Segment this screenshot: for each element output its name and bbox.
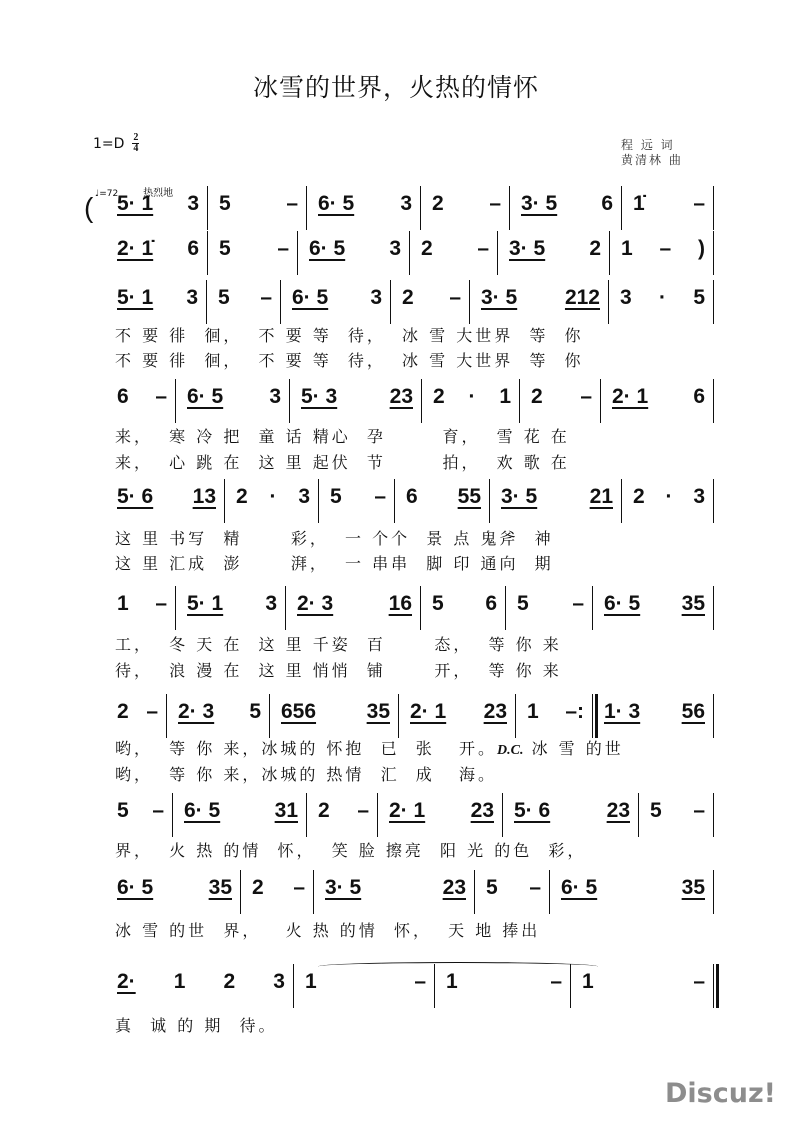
- note-group: 3: [400, 192, 412, 215]
- measure: [301, 385, 413, 409]
- measure: [305, 970, 426, 994]
- measure: [501, 485, 613, 509]
- system-coda-line-1: [0, 799, 792, 839]
- note-group: –: [550, 970, 562, 993]
- barline: [469, 280, 470, 324]
- note-group: 2·: [117, 970, 136, 993]
- note-group: 1̇: [633, 192, 645, 215]
- barline: [505, 586, 506, 630]
- note-group: 5: [432, 592, 444, 615]
- barline: [713, 793, 714, 837]
- barline: [519, 379, 520, 423]
- note-group: 1: [621, 237, 633, 260]
- note-group: –: [693, 799, 705, 822]
- note-group: 1: [527, 700, 539, 723]
- note-group: 3: [389, 237, 401, 260]
- measure: [527, 700, 584, 724]
- coda-lyric: 冰 雪 的世: [523, 739, 624, 758]
- lyric-line-1: 真 诚 的 期 待。: [115, 1016, 278, 1035]
- barline: [398, 694, 399, 738]
- note-group: 5: [486, 876, 498, 899]
- system-verse-line-5: [0, 700, 792, 740]
- measure: [292, 286, 382, 310]
- note-group: 2· 1: [389, 799, 426, 822]
- barline: [289, 379, 290, 423]
- tempo-value: ♩=72: [95, 189, 119, 199]
- barline: [306, 793, 307, 837]
- time-signature-top: 2: [133, 132, 139, 143]
- note-group: 5· 1: [117, 286, 154, 309]
- note-group: 3: [273, 970, 285, 993]
- barline: [549, 870, 550, 914]
- note-group: –: [477, 237, 489, 260]
- note-group: ·: [665, 485, 673, 508]
- measure: [117, 385, 167, 409]
- note-group: 2· 3: [178, 700, 215, 723]
- barline: [713, 186, 714, 230]
- barline: [638, 793, 639, 837]
- key-signature: [93, 133, 139, 154]
- measure: [481, 286, 600, 310]
- note-group: 5· 1: [117, 192, 154, 215]
- note-group: 6: [187, 237, 199, 260]
- note-group: 6: [601, 192, 613, 215]
- note-group: 16: [388, 592, 412, 615]
- system-verse-line-1: [0, 286, 792, 326]
- measure: [330, 485, 386, 509]
- note-group: 1: [173, 970, 186, 993]
- measure: [621, 237, 705, 261]
- barline: [318, 479, 319, 523]
- note-group: 2: [318, 799, 330, 822]
- measure: [582, 970, 705, 994]
- note-group: 3: [298, 485, 310, 508]
- note-group: 2: [223, 970, 236, 993]
- barline: [421, 379, 422, 423]
- measure: [650, 799, 705, 823]
- note-group: –: [374, 485, 386, 508]
- measure: [252, 876, 305, 900]
- note-group: 1· 3: [604, 700, 641, 723]
- measure: [604, 700, 705, 724]
- system-verse-line-2: [0, 385, 792, 425]
- note-group: 6· 5: [117, 876, 154, 899]
- note-group: 5: [117, 799, 129, 822]
- measure: [178, 700, 261, 724]
- measure: [117, 592, 167, 616]
- note-group: ·: [269, 485, 277, 508]
- note-group: –: [529, 876, 541, 899]
- key-label: 1=D: [93, 135, 125, 152]
- measure: [410, 700, 507, 724]
- measure: [406, 485, 481, 509]
- note-group: 6: [693, 385, 705, 408]
- note-group: –: [155, 592, 167, 615]
- repeat-barline: [592, 694, 598, 738]
- note-group: 2: [236, 485, 248, 508]
- note-group: –: [449, 286, 461, 309]
- note-group: 13: [192, 485, 216, 508]
- note-group: 2· 1: [410, 700, 447, 723]
- measure: [117, 237, 199, 261]
- note-group: 23: [389, 385, 413, 408]
- measure: [604, 592, 705, 616]
- note-group: 35: [208, 876, 232, 899]
- intro-open-paren: (: [84, 192, 94, 223]
- note-group: 2: [531, 385, 543, 408]
- note-group: –: [580, 385, 592, 408]
- note-group: 6· 5: [292, 286, 329, 309]
- barline: [207, 186, 208, 230]
- note-group: 2: [432, 192, 444, 215]
- note-group: 35: [366, 700, 390, 723]
- barline: [285, 586, 286, 630]
- barline: [175, 586, 176, 630]
- note-group: 3: [187, 192, 199, 215]
- measure: [620, 286, 705, 310]
- lyric-line-1: 这 里 书写 精 彩， 一 个个 景 点 鬼斧 神: [115, 529, 554, 548]
- barline: [280, 280, 281, 324]
- measure: [236, 485, 310, 509]
- note-group: 6· 5: [604, 592, 641, 615]
- measure: [531, 385, 592, 409]
- note-group: –: [286, 192, 298, 215]
- note-group: 3· 5: [481, 286, 518, 309]
- measure: [517, 592, 584, 616]
- barline: [621, 186, 622, 230]
- note-group: ·: [468, 385, 476, 408]
- system-verse-line-3: [0, 485, 792, 525]
- final-barline: [713, 964, 719, 1008]
- note-group: 3: [620, 286, 632, 309]
- note-group: 2: [433, 385, 445, 408]
- barline: [206, 280, 207, 324]
- note-group: 3· 5: [521, 192, 558, 215]
- lyric-line-1: 界， 火 热 的情 怀， 笑 脸 擦亮 阳 光 的色 彩，: [115, 841, 587, 860]
- barline: [172, 793, 173, 837]
- note-group: 5· 6: [117, 485, 154, 508]
- barline: [621, 479, 622, 523]
- measure: [117, 970, 285, 994]
- note-group: 6· 5: [187, 385, 224, 408]
- note-group: –: [693, 192, 705, 215]
- note-group: –: [357, 799, 369, 822]
- note-group: 5· 1: [187, 592, 224, 615]
- barline: [420, 186, 421, 230]
- measure: [117, 700, 158, 724]
- barline: [609, 231, 610, 275]
- composer-credit: 黄清林 曲: [621, 153, 683, 167]
- barline: [608, 280, 609, 324]
- dc-marking: D.C.: [497, 743, 524, 758]
- measure: [432, 592, 497, 616]
- barline: [713, 586, 714, 630]
- note-group: 1: [446, 970, 458, 993]
- time-signature-bottom: 4: [133, 143, 139, 154]
- lyric-line-2: 哟， 等 你 来，冰城的 热情 汇 成 海。: [115, 765, 498, 784]
- song-title: 冰雪的世界，火热的情怀: [252, 73, 539, 102]
- note-group: 3· 5: [509, 237, 546, 260]
- note-group: 3· 5: [325, 876, 362, 899]
- note-group: 21: [589, 485, 613, 508]
- system-verse-line-4: [0, 592, 792, 632]
- note-group: 6· 5: [184, 799, 221, 822]
- measure: [117, 876, 232, 900]
- note-group: –:: [565, 700, 584, 723]
- lyric-line-1: 工， 冬 天 在 这 里 千姿 百 态， 等 你 来: [115, 635, 562, 654]
- measure: [281, 700, 390, 724]
- lyric-line-2: 不 要 徘 徊， 不 要 等 待， 冰 雪 大世界 等 你: [115, 351, 584, 370]
- note-group: –: [659, 237, 672, 260]
- note-group: 5: [330, 485, 342, 508]
- note-group: 5· 3: [301, 385, 338, 408]
- barline: [497, 231, 498, 275]
- measure: [633, 192, 705, 216]
- note-group: 6· 5: [561, 876, 598, 899]
- note-group: 656: [281, 700, 317, 723]
- credits: [621, 138, 683, 168]
- note-group: 23: [442, 876, 466, 899]
- note-group: 5: [693, 286, 705, 309]
- barline: [240, 870, 241, 914]
- note-group: 3: [186, 286, 198, 309]
- lyric-line-1: 不 要 徘 徊， 不 要 等 待， 冰 雪 大世界 等 你: [115, 326, 584, 345]
- note-group: ): [698, 237, 705, 260]
- note-group: 31: [274, 799, 298, 822]
- note-group: 6· 5: [318, 192, 355, 215]
- measure: [521, 192, 613, 216]
- measure: [117, 799, 164, 823]
- note-group: 23: [483, 700, 507, 723]
- note-group: –: [693, 970, 705, 993]
- barline: [713, 379, 714, 423]
- measure: [218, 286, 272, 310]
- note-group: 5: [219, 237, 231, 260]
- note-group: 23: [606, 799, 630, 822]
- note-group: 6: [117, 385, 129, 408]
- note-group: 35: [681, 876, 705, 899]
- barline: [313, 870, 314, 914]
- note-group: 2: [421, 237, 433, 260]
- measure: [219, 192, 298, 216]
- note-group: –: [146, 700, 158, 723]
- note-group: –: [572, 592, 584, 615]
- note-group: 1: [499, 385, 511, 408]
- barline: [600, 379, 601, 423]
- note-group: –: [260, 286, 272, 309]
- barline: [207, 231, 208, 275]
- system-coda-line-2: [0, 876, 792, 916]
- watermark-logo: Discuz!: [665, 1078, 776, 1109]
- note-group: 1: [582, 970, 594, 993]
- measure: [318, 799, 369, 823]
- measure: [633, 485, 705, 509]
- measure: [325, 876, 466, 900]
- barline: [713, 694, 714, 738]
- barline: [297, 231, 298, 275]
- note-group: 3: [269, 385, 281, 408]
- barline: [409, 231, 410, 275]
- note-group: 5: [219, 192, 231, 215]
- note-group: 3: [693, 485, 705, 508]
- note-group: –: [277, 237, 289, 260]
- system-intro-2: [0, 237, 792, 277]
- barline: [224, 479, 225, 523]
- barline: [515, 694, 516, 738]
- note-group: 23: [470, 799, 494, 822]
- barline: [175, 379, 176, 423]
- lyric-line-2: 待， 浪 漫 在 这 里 悄悄 铺 开， 等 你 来: [115, 661, 562, 680]
- tie-arc: [318, 962, 598, 971]
- note-group: 56: [681, 700, 705, 723]
- note-group: –: [414, 970, 426, 993]
- measure: [117, 286, 198, 310]
- measure: [389, 799, 494, 823]
- note-group: 5: [218, 286, 230, 309]
- note-group: –: [293, 876, 305, 899]
- note-group: 3: [265, 592, 277, 615]
- note-group: 2: [633, 485, 645, 508]
- measure: [612, 385, 705, 409]
- barline: [474, 870, 475, 914]
- measure: [433, 385, 511, 409]
- barline: [713, 870, 714, 914]
- barline: [502, 793, 503, 837]
- note-group: 5: [650, 799, 662, 822]
- note-group: 5: [517, 592, 529, 615]
- barline: [509, 186, 510, 230]
- barline: [713, 479, 714, 523]
- note-group: 212: [564, 286, 600, 309]
- measure: [219, 237, 289, 261]
- barline: [713, 231, 714, 275]
- time-signature: [132, 133, 139, 154]
- measure: [561, 876, 705, 900]
- note-group: 1: [305, 970, 317, 993]
- measure: [432, 192, 501, 216]
- measure: [187, 592, 277, 616]
- measure: [117, 192, 199, 216]
- barline: [166, 694, 167, 738]
- note-group: 5: [249, 700, 261, 723]
- measure: [486, 876, 541, 900]
- measure: [446, 970, 562, 994]
- measure: [318, 192, 412, 216]
- barline: [592, 586, 593, 630]
- barline: [394, 479, 395, 523]
- lyric-line-1: 哟， 等 你 来，冰城的 怀抱 已 张 开。D.C. 冰 雪 的世: [115, 739, 624, 758]
- barline: [293, 964, 294, 1008]
- system-coda-line-3: [0, 970, 792, 1010]
- measure: [514, 799, 630, 823]
- barline: [390, 280, 391, 324]
- barline: [269, 694, 270, 738]
- system-intro-1: [0, 192, 792, 232]
- note-group: –: [489, 192, 501, 215]
- note-group: 2: [252, 876, 264, 899]
- note-group: 3· 5: [501, 485, 538, 508]
- measure: [117, 485, 216, 509]
- expression-marking: 热烈地: [143, 188, 174, 199]
- measure: [509, 237, 601, 261]
- note-group: 6: [485, 592, 497, 615]
- note-group: 2: [589, 237, 601, 260]
- note-group: ·: [659, 286, 666, 309]
- note-group: 6· 5: [309, 237, 346, 260]
- lyric-line-1: 来， 寒 冷 把 童 话 精心 孕 育， 雪 花 在: [115, 427, 570, 446]
- note-group: 2· 1̇: [117, 237, 154, 260]
- note-group: 6: [406, 485, 418, 508]
- note-group: –: [155, 385, 167, 408]
- note-group: 1: [117, 592, 129, 615]
- measure: [184, 799, 298, 823]
- lyric-line-1: 冰 雪 的世 界， 火 热 的情 怀， 天 地 捧出: [115, 921, 541, 940]
- barline: [306, 186, 307, 230]
- barline: [489, 479, 490, 523]
- measure: [402, 286, 461, 310]
- barline: [377, 793, 378, 837]
- note-group: 5· 6: [514, 799, 551, 822]
- barline: [420, 586, 421, 630]
- note-group: 55: [457, 485, 481, 508]
- note-group: –: [152, 799, 164, 822]
- lyric-line-2: 这 里 汇成 澎 湃， 一 串串 脚 印 通向 期: [115, 554, 554, 573]
- note-group: 2: [402, 286, 414, 309]
- measure: [297, 592, 412, 616]
- measure: [309, 237, 401, 261]
- note-group: 2: [117, 700, 129, 723]
- note-group: 2· 1: [612, 385, 649, 408]
- note-group: 3: [370, 286, 382, 309]
- measure: [187, 385, 281, 409]
- note-group: 35: [681, 592, 705, 615]
- lyricist-credit: 程 远 词: [621, 138, 675, 152]
- lyric-line-2: 来， 心 跳 在 这 里 起伏 节 拍， 欢 歌 在: [115, 453, 570, 472]
- measure: [421, 237, 489, 261]
- barline: [713, 280, 714, 324]
- note-group: 2· 3: [297, 592, 334, 615]
